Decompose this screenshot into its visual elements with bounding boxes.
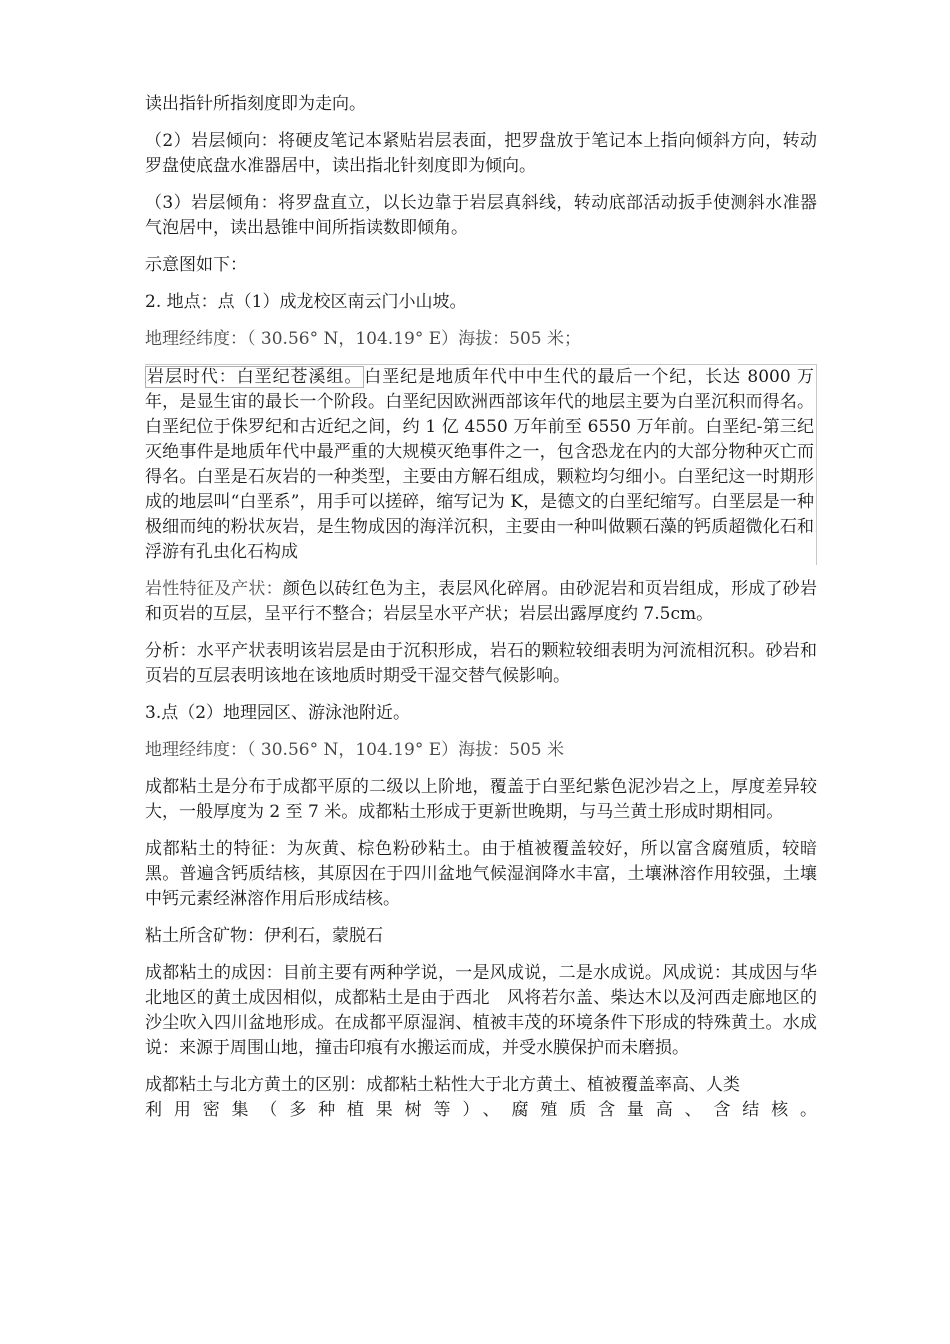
paragraph-location-1: 2. 地点：点（1）成龙校区南云门小山坡。 <box>145 292 467 312</box>
document-page <box>145 92 817 1123</box>
paragraph-coordinates-2: 地理经纬度：（ 30.56° N，104.19° E）海拔：505 米 <box>145 740 564 760</box>
paragraph-analysis: 分析：水平产状表明该岩层是由于沉积形成，岩石的颗粒较细表明为河流相沉积。砂岩和页岩的互层表明该地在该地质时期受干湿交替气候影响。 <box>145 641 817 686</box>
rock-age-label: 岩层时代：白垩纪苍溪组。 <box>147 367 363 387</box>
paragraph-diagram-caption: 示意图如下： <box>145 255 247 275</box>
paragraph-clay-features: 成都粘土的特征：为灰黄、棕色粉砂粘土。由于植被覆盖较好，所以富含腐殖质，较暗黑。普遍含钙质结核，其原因在于四川盆地气候湿润降水丰富，土壤淋溶作用较强，土壤中钙元素经淋溶作用后形成结核。 <box>145 839 817 909</box>
paragraph-dip-direction: （2）岩层倾向：将硬皮笔记本紧贴岩层表面，把罗盘放于笔记本上指向倾斜方向，转动罗盘使底盘水准器居中，读出指北针刻度即为倾向。 <box>145 131 817 176</box>
paragraph-clay-comparison <box>145 1073 817 1123</box>
paragraph-location-2: 3.点（2）地理园区、游泳池附近。 <box>145 703 411 723</box>
lithology-body: 颜色以砖红色为主，表层风化碎屑。由砂泥岩和页岩组成，形成了砂岩和页岩的互层，呈平行不整合；岩层呈水平产状；岩层出露厚度约 7.5cm。 <box>145 579 818 624</box>
paragraph-clay-minerals: 粘土所含矿物：伊利石，蒙脱石 <box>145 926 383 946</box>
paragraph-strike-reading: 读出指针所指刻度即为走向。 <box>145 94 366 114</box>
clay-comparison-line-1: 成都粘土与北方黄土的区别：成都粘土粘性大于北方黄土、植被覆盖率高、人类 <box>145 1075 740 1095</box>
lithology-label: 岩性特征及产状： <box>145 579 283 599</box>
paragraph-rock-age <box>145 364 817 565</box>
paragraph-dip-angle: （3）岩层倾角：将罗盘直立，以长边靠于岩层真斜线，转动底部活动扳手使测斜水准器气泡居中，读出悬锥中间所指读数即倾角。 <box>145 193 817 238</box>
paragraph-lithology <box>145 577 817 627</box>
paragraph-clay-origin: 成都粘土的成因：目前主要有两种学说，一是风成说，二是水成说。风成说：其成因与华北地区的黄土成因相似，成都粘土是由于西北 风将若尔盖、柴达木以及河西走廊地区的沙尘吹入四川盆地形成。在成都平原湿润、植被丰茂的环境条件下形成的特殊黄土。水成说：来源于周围山地，撞击印痕有水搬运而成，并受水膜保护而未磨损。 <box>145 963 817 1058</box>
rock-age-body: 白垩纪是地质年代中中生代的最后一个纪，长达 8000 万年，是显生宙的最长一个阶段。白垩纪因欧洲西部该年代的地层主要为白垩沉积而得名。白垩纪位于侏罗纪和古近纪之间，约 1 亿 4550 万年前至 6550 万年前。白垩纪-第三纪灭绝事件是地质年代中最严重的大规模灭绝事件之一，包含恐龙在内的大部分物种灭亡而得名。白垩是石灰岩的一种类型，主要由方解石组成，颗粒均匀细小。白垩纪这一时期形成的地层叫“白垩系”，用手可以搓碎，缩写记为 K，是德文的白垩纪缩写。白垩层是一种极细而纯的粉状灰岩，是生物成因的海洋沉积，主要由一种叫做颗石藻的钙质超微化石和浮游有孔虫化石构成 <box>145 367 815 562</box>
clay-comparison-line-2: 利用密集（多种植果树等）、腐殖质含量高、含结核。 <box>145 1100 817 1120</box>
paragraph-coordinates-1: 地理经纬度：（ 30.56° N，104.19° E）海拔：505 米； <box>145 329 581 349</box>
paragraph-chengdu-clay-intro: 成都粘土是分布于成都平原的二级以上阶地，覆盖于白垩纪紫色泥沙岩之上，厚度差异较大，一般厚度为 2 至 7 米。成都粘土形成于更新世晚期，与马兰黄土形成时期相同。 <box>145 777 817 822</box>
